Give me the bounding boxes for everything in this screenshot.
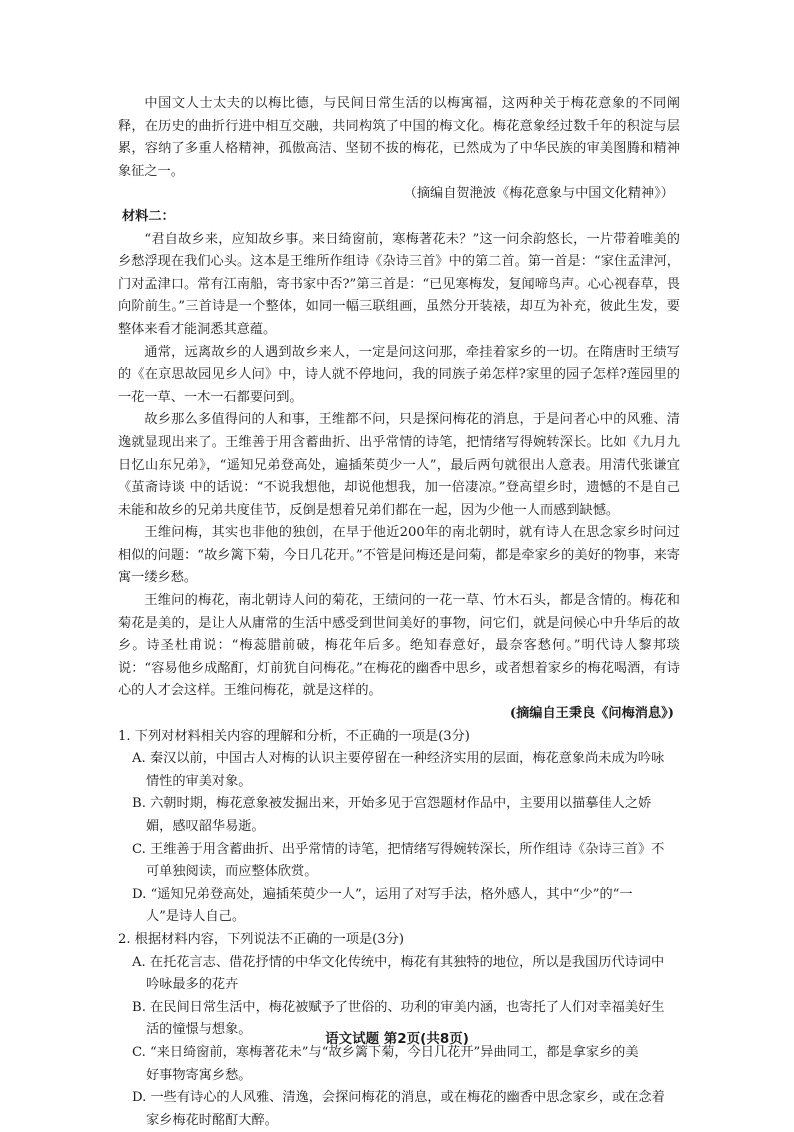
page-footer: 语文试题 第2页(共8页) [325,1031,469,1047]
material-2-source: (摘编自王秉良《问梅消息》) [509,706,674,722]
question-1-option-a[interactable] [118,748,680,793]
option-first-line: D. 一些有诗心的人风雅、清逸，会探问梅花的消息，或在梅花的幽香中思念家乡，或在念着 [132,1090,665,1106]
option-first-line: B. 六朝时期，梅花意象被发掘出来，开始多见于宫怨题材作品中，主要用以描摹佳人之娇 [132,796,652,812]
question-2-option-c[interactable] [118,1042,680,1087]
question-1-option-b[interactable] [118,793,680,838]
option-continuation: 吟咏最多的花卉 [146,977,239,993]
material-2-paragraph: 故乡那么多值得问的人和事，王维都不问，只是探问梅花的消息，于是问者心中的风雅、清逸就显现出来了。王维善于用含蓄曲折、出乎常情的诗笔，把情绪写得婉转深长。比如《九月九日忆山东兄弟》，“遥知兄弟登高处，遍插茱萸少一人”，最后两句就很出人意表。用清代张谦宜《茧斋诗谈 中的话说：“不说我想他，却说他想我，加一倍凄凉。”登高望乡时，遗憾的不是自己未能和故乡的兄弟共度佳节，反倒是想着兄弟们都在一起，因为少他一人而感到缺憾。 [118,412,680,518]
option-first-line: C. 王维善于用含蓄曲折、出乎常情的诗笔，把情绪写得婉转深长，所作组诗《杂诗三首》不 [132,841,665,857]
material-2-paragraph: “君自故乡来，应知故乡事。来日绮窗前，寒梅著花未？”这一问余韵悠长，一片带着唯美的乡愁浮现在我们心头。这本是王维所作组诗《杂诗三首》中的第二首。第一首是：“家住孟津河，门对孟津口。常有江南船，寄书家中否?”第三首是：“已见寒梅发，复闻啼鸟声。心心视春草，畏向阶前生。”三首诗是一个整体，如同一幅三联组画，虽然分开装裱，却互为补充，彼此生发，要整体来看才能洞悉其意蕴。 [118,231,680,337]
option-continuation: 媚，感叹韶华易逝。 [146,819,265,834]
question-1-stem: 1. 下列对材料相关内容的理解和分析，不正确的一项是(3分) [118,728,470,744]
material-2-paragraph: 王维问的梅花，南北朝诗人问的菊花，王绩问的一花一草、竹木石头，都是含情的。梅花和菊花是美的，是让人从庸常的生活中感受到世间美好的事物，问它们，就是问候心中升华后的故乡。诗圣杜甫说：“梅蕊腊前破，梅花年后多。绝知春意好，最奈客愁何。”明代诗人黎邦琰说：“容易他乡成酩酊，灯前犹自问梅花。”在梅花的幽香中思乡，或者想着家乡的梅花喝酒，有诗心的人才会这样。王维问梅花，就是这样的。 [118,593,680,699]
option-first-line: D. “遥知兄弟登高处，遍插茱萸少一人”，运用了对写手法，格外感人，其中“少”的“一 [132,886,633,902]
question-2-stem: 2. 根据材料内容，下列说法不正确的一项是(3分) [118,931,405,947]
question-1 [118,726,680,929]
option-first-line: A. 秦汉以前，中国古人对梅的认识主要停留在一种经济实用的层面，梅花意象尚未成为吟咏 [132,751,665,767]
material-2-heading: 材料二： [122,208,175,224]
question-2-option-a[interactable] [118,952,680,997]
option-continuation: 家乡梅花时酩酊大醉。 [146,1112,278,1128]
option-continuation: 情性的审美对象。 [146,773,252,789]
option-continuation: 活的憧憬与想象。 [146,1022,252,1038]
intro-paragraph: 中国文人士太夫的以梅比德，与民间日常生活的以梅寓福，这两种关于梅花意象的不同阐释，在历史的曲折行进中相互交融，共同构筑了中国的梅文化。梅花意象经过数千年的积淀与层累，容纳了多重人格精神，孤傲高洁、坚韧不拔的梅花，已然成为了中华民族的审美图腾和精神象征之一。 [118,96,680,179]
question-2-option-d[interactable] [118,1087,680,1132]
material-2-paragraph: 通常，远离故乡的人遇到故乡来人，一定是问这问那，牵挂着家乡的一切。在隋唐时王绩写的《在京思故园见乡人问》中，诗人就不停地问，我的同族子弟怎样?家里的园子怎样?莲园里的一花一草、一木一石都要问到。 [118,344,680,405]
option-first-line: C. “来日绮窗前，寒梅著花未”与“故乡篱下菊，今日几花开”异曲同工，都是拿家乡的美 [132,1044,639,1060]
option-first-line: B. 在民间日常生活中，梅花被赋予了世俗的、功利的审美内涵，也寄托了人们对幸福美好生 [132,999,665,1015]
option-continuation: 人”是诗人自己。 [146,909,246,925]
intro-source: （摘编自贺滟波《梅花意象与中国文化精神》） [403,186,674,202]
question-1-option-c[interactable] [118,839,680,884]
page-content [118,93,680,1132]
material-2-paragraph: 王维问梅，其实也非他的独创，在早于他近200年的南北朝时，就有诗人在思念家乡时问过相似的问题：“故乡篱下菊，今日几花开。”不管是问梅还是问菊，都是牵家乡的美好的物事，来寄寓一缕乡愁。 [118,525,680,586]
option-continuation: 好事物寄寓乡愁。 [146,1067,252,1083]
option-first-line: A. 在托花言志、借花抒情的中华文化传统中，梅花有其独特的地位，所以是我国历代诗词中 [132,954,665,970]
question-1-option-d[interactable] [118,884,680,929]
option-continuation: 可单独阅读，而应整体欣赏。 [146,864,318,880]
